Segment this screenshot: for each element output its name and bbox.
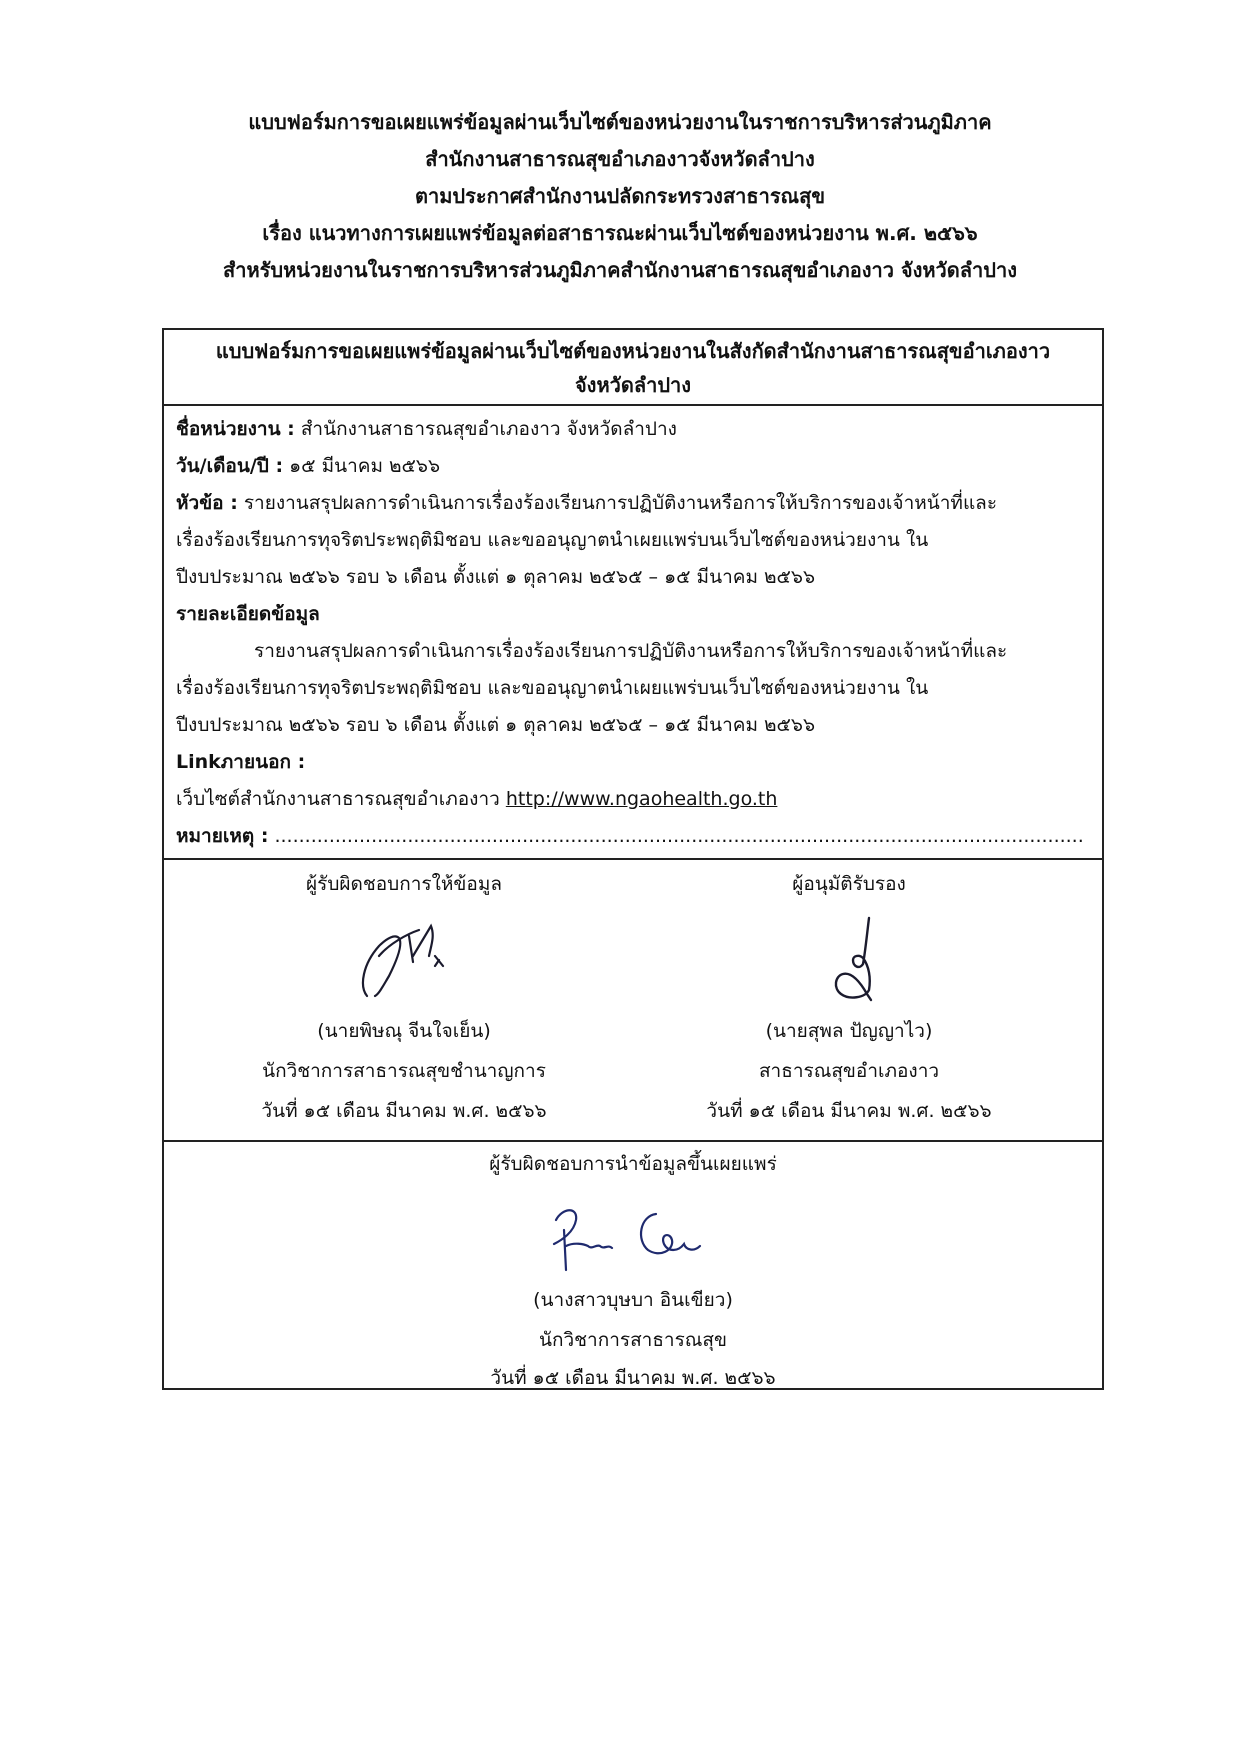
website-text: เว็บไซต์สำนักงานสาธารณสุขอำเภองาว xyxy=(176,788,506,810)
divider-signatures xyxy=(164,858,1102,860)
signature-right-icon xyxy=(819,914,899,1004)
topic-line-1: รายงานสรุปผลการดำเนินการเรื่องร้องเรียนการปฏิบัติงานหรือการให้บริการของเจ้าหน้าที่และ xyxy=(237,492,998,514)
signer-bottom-date: วันที่ ๑๕ เดือน มีนาคม พ.ศ. ๒๕๖๖ xyxy=(490,1367,776,1389)
signer-left-date: วันที่ ๑๕ เดือน มีนาคม พ.ศ. ๒๕๖๖ xyxy=(261,1100,547,1122)
signer-bottom-position: นักวิชาการสาธารณสุข xyxy=(538,1329,728,1351)
remark-label: หมายเหตุ : xyxy=(176,825,269,847)
header-line-4: เรื่อง แนวทางการเผยแพร่ข้อมูลต่อสาธารณะผ่านเว็บไซต์ของหน่วยงาน พ.ศ. ๒๕๖๖ xyxy=(262,221,978,245)
signer-right-name: (นายสุพล ปัญญาไว) xyxy=(765,1020,933,1042)
signature-bottom-icon xyxy=(544,1200,724,1280)
website-link[interactable]: http://www.ngaohealth.go.th xyxy=(505,788,778,810)
topic-line-2: เรื่องร้องเรียนการทุจริตประพฤติมิชอบ และขออนุญาตนำเผยแพร่บนเว็บไซต์ของหน่วยงาน ใน xyxy=(176,529,929,551)
topic-line-3: ปีงบประมาณ ๒๕๖๖ รอบ ๖ เดือน ตั้งแต่ ๑ ตุลาคม ๒๕๖๕ – ๑๕ มีนาคม ๒๕๖๖ xyxy=(176,566,816,588)
document-header xyxy=(0,104,1240,289)
signer-left-position: นักวิชาการสาธารณสุขชำนาญการ xyxy=(262,1060,546,1082)
remark-row xyxy=(176,821,1084,851)
date-value: ๑๕ มีนาคม ๒๕๖๖ xyxy=(283,455,441,477)
remark-dots: ...................................................................................................................................... xyxy=(268,825,1084,847)
header-line-1: แบบฟอร์มการขอเผยแพร่ข้อมูลผ่านเว็บไซต์ของหน่วยงานในราชการบริหารส่วนภูมิภาค xyxy=(248,110,992,134)
signer-left-name: (นายพิษณุ จีนใจเย็น) xyxy=(317,1020,491,1042)
divider-publisher xyxy=(164,1140,1102,1142)
publication-form xyxy=(162,328,1104,1390)
signer-bottom-name: (นางสาวบุษบา อินเขียว) xyxy=(533,1289,733,1311)
signer-right-role: ผู้อนุมัติรับรอง xyxy=(792,873,906,895)
detail-line-1: รายงานสรุปผลการดำเนินการเรื่องร้องเรียนการปฏิบัติงานหรือการให้บริการของเจ้าหน้าที่และ xyxy=(254,640,1008,662)
signer-left-role: ผู้รับผิดชอบการให้ข้อมูล xyxy=(306,873,502,895)
detail-line-3: ปีงบประมาณ ๒๕๖๖ รอบ ๖ เดือน ตั้งแต่ ๑ ตุลาคม ๒๕๖๕ – ๑๕ มีนาคม ๒๕๖๖ xyxy=(176,714,816,736)
signer-right-date: วันที่ ๑๕ เดือน มีนาคม พ.ศ. ๒๕๖๖ xyxy=(706,1100,992,1122)
detail-label: รายละเอียดข้อมูล xyxy=(176,603,320,625)
topic-row xyxy=(176,488,997,518)
signature-left-icon xyxy=(349,916,459,1006)
date-label: วัน/เดือน/ปี : xyxy=(176,455,284,477)
form-details xyxy=(164,406,1102,1192)
form-title-line-2: จังหวัดลำปาง xyxy=(574,373,692,397)
header-line-5: สำหรับหน่วยงานในราชการบริหารส่วนภูมิภาคสำนักงานสาธารณสุขอำเภองาว จังหวัดลำปาง xyxy=(223,258,1017,282)
header-line-3: ตามประกาศสำนักงานปลัดกระทรวงสาธารณสุข xyxy=(414,184,825,208)
unit-value: สำนักงานสาธารณสุขอำเภองาว จังหวัดลำปาง xyxy=(294,418,677,440)
date-row xyxy=(176,451,440,481)
topic-label: หัวข้อ : xyxy=(176,492,238,514)
header-line-2: สำนักงานสาธารณสุขอำเภองาวจังหวัดลำปาง xyxy=(425,147,815,171)
form-title xyxy=(164,330,1102,406)
signer-bottom-role: ผู้รับผิดชอบการนำข้อมูลขึ้นเผยแพร่ xyxy=(489,1153,777,1175)
signer-right-position: สาธารณสุขอำเภองาว xyxy=(758,1060,940,1082)
unit-row xyxy=(176,414,677,444)
detail-line-2: เรื่องร้องเรียนการทุจริตประพฤติมิชอบ และขออนุญาตนำเผยแพร่บนเว็บไซต์ของหน่วยงาน ใน xyxy=(176,677,929,699)
website-row xyxy=(176,784,777,814)
form-title-line-1: แบบฟอร์มการขอเผยแพร่ข้อมูลผ่านเว็บไซต์ของหน่วยงานในสังกัดสำนักงานสาธารณสุขอำเภองาว xyxy=(215,339,1051,363)
unit-label: ชื่อหน่วยงาน : xyxy=(176,418,295,440)
link-label: Linkภายนอก : xyxy=(176,751,306,773)
